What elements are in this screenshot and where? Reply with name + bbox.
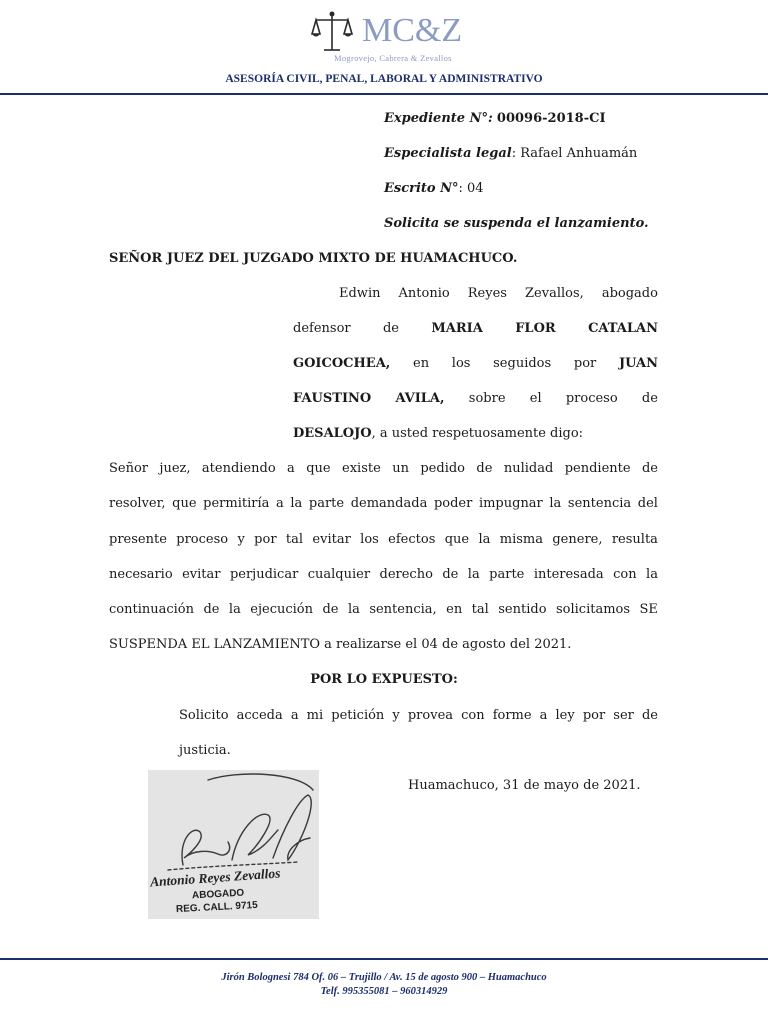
word: que [172,496,197,511]
word: Reyes [467,286,507,301]
body-line [109,461,658,476]
word: sentencia, [369,602,437,617]
word: presente [109,532,167,547]
firm-tagline: ASESORÍA CIVIL, PENAL, LABORAL Y ADMINISTRATIVO [225,73,543,85]
plaintiff-name-word: FAUSTINO [293,391,372,406]
petition-line [179,708,658,723]
word: solicitamos [555,602,631,617]
intro-line [293,391,658,406]
word: derecho [379,567,433,582]
word: parte [489,567,525,582]
word: resulta [611,532,658,547]
addressee: SEÑOR JUEZ DEL JUZGADO MIXTO DE HUAMACHUCO. [109,251,518,266]
word: nulidad [503,461,554,476]
footer-divider [0,958,768,960]
word: sobre [468,391,506,406]
word: sentido [498,602,547,617]
word: proceso [565,391,618,406]
word: la [478,532,491,547]
word: demandada [350,496,428,511]
word: perjudicar [229,567,299,582]
client-name-word: FLOR [515,321,556,336]
word: y [392,708,400,723]
word: atendiendo [201,461,276,476]
plaintiff-name-word: JUAN [618,356,658,371]
footer-phone: Telf. 995355081 – 960314929 [320,986,448,997]
word: impugnar [478,496,543,511]
intro-line [293,426,658,441]
firm-logo-text: MC&Z [362,12,463,49]
word: por [573,356,597,371]
word: de [476,461,493,476]
word: misma [499,532,543,547]
word: a [287,461,295,476]
filing-number-label: Escrito N° [384,181,459,196]
word: petición [331,708,385,723]
word: por [582,708,606,723]
word: proceso [176,532,229,547]
word: de [203,602,220,617]
word: la [290,496,303,511]
word: tal [285,532,304,547]
word: de [442,567,459,582]
petition-line: justicia. [179,743,231,758]
word: que [444,532,470,547]
word: el [529,391,542,406]
word: Solicito [179,708,229,723]
body-line [109,602,658,617]
word: SE [639,602,658,617]
word: en [446,602,463,617]
word: y [237,532,245,547]
word: los [451,356,471,371]
word: la [347,602,360,617]
word: defensor [293,321,351,336]
word: un [392,461,409,476]
plaintiff-name-word: AVILA, [395,391,445,406]
word: Edwin [339,286,381,301]
word: ejecución [250,602,314,617]
word: continuación [109,602,194,617]
word: de [322,602,339,617]
word: poder [433,496,473,511]
section-heading: POR LO EXPUESTO: [310,672,458,687]
body-line: SUSPENDA EL LANZAMIENTO a realizarse el 04 de agosto del 2021. [109,637,572,652]
word: pedido [420,461,466,476]
date-line: Huamachuco, 31 de mayo de 2021. [408,778,641,793]
word: del [637,496,658,511]
case-type: DESALOJO [293,426,372,441]
signatory-name: Antonio Reyes Zevallos [149,865,281,890]
body-line [109,567,658,582]
word: en [413,356,430,371]
word: parte [308,496,345,511]
word: pendiente [564,461,631,476]
word: a [290,708,299,723]
word: evitar [312,532,351,547]
word: la [467,567,480,582]
word: los [360,532,379,547]
body-line [109,532,658,547]
word: la [549,496,562,511]
word: de [382,321,399,336]
case-number-label: Expediente N°: [384,111,493,126]
word: a [275,496,284,511]
client-name-word: MARIA [431,321,483,336]
word: de [641,461,658,476]
word: forme [492,708,532,723]
word: con [613,567,637,582]
word: efectos [388,532,436,547]
word: evitar [182,567,221,582]
word: interesada [533,567,604,582]
request-summary: Solicita se suspenda el lanzamiento. [384,216,649,231]
word: la [646,567,658,582]
word: cualquier [307,567,371,582]
signatory-title: ABOGADO [191,887,245,902]
footer-address: Jirón Bolognesi 784 Of. 06 – Trujillo / Av. 15 de agosto 900 – Huamachuco [221,972,547,983]
case-number-value: 00096-2018-CI [496,111,606,126]
filing-number-value: : 04 [458,181,484,196]
body-line [109,496,658,511]
word: mi [306,708,324,723]
signatory-registration: REG. CALL. 9715 [175,899,258,916]
word: sentencia [567,496,632,511]
word: juez, [159,461,191,476]
firm-logo-subtitle: Mogrovejo, Cabrera & Zevallos [334,53,452,63]
word: de [641,708,658,723]
filing-number [384,181,484,196]
word: a [539,708,548,723]
legal-specialist [384,146,637,161]
word: de [641,391,658,406]
word: ser [613,708,634,723]
client-name-word: GOICOCHEA, [293,356,391,371]
word: tal [471,602,489,617]
intro-closing: , a usted respetuosamente digo: [371,426,584,441]
intro-line [293,356,658,371]
word: seguidos [493,356,552,371]
intro-line [293,321,658,336]
word: existe [342,461,381,476]
client-name-word: CATALAN [588,321,658,336]
word: que [306,461,331,476]
word: necesario [109,567,173,582]
word: acceda [236,708,283,723]
word: por [254,532,277,547]
word: provea [407,708,454,723]
word: Señor [109,461,149,476]
word: con [461,708,485,723]
word: resolver, [109,496,166,511]
word: genere, [552,532,603,547]
intro-line [339,286,658,301]
word: la [228,602,241,617]
case-number [384,111,606,126]
word: Zevallos, [525,286,584,301]
legal-specialist-label: Especialista legal [384,146,512,161]
word: Antonio [398,286,450,301]
header-divider [0,93,768,95]
word: abogado [601,286,658,301]
legal-specialist-value: : Rafael Anhuamán [511,146,638,161]
word: permitiría [203,496,270,511]
word: ley [555,708,575,723]
